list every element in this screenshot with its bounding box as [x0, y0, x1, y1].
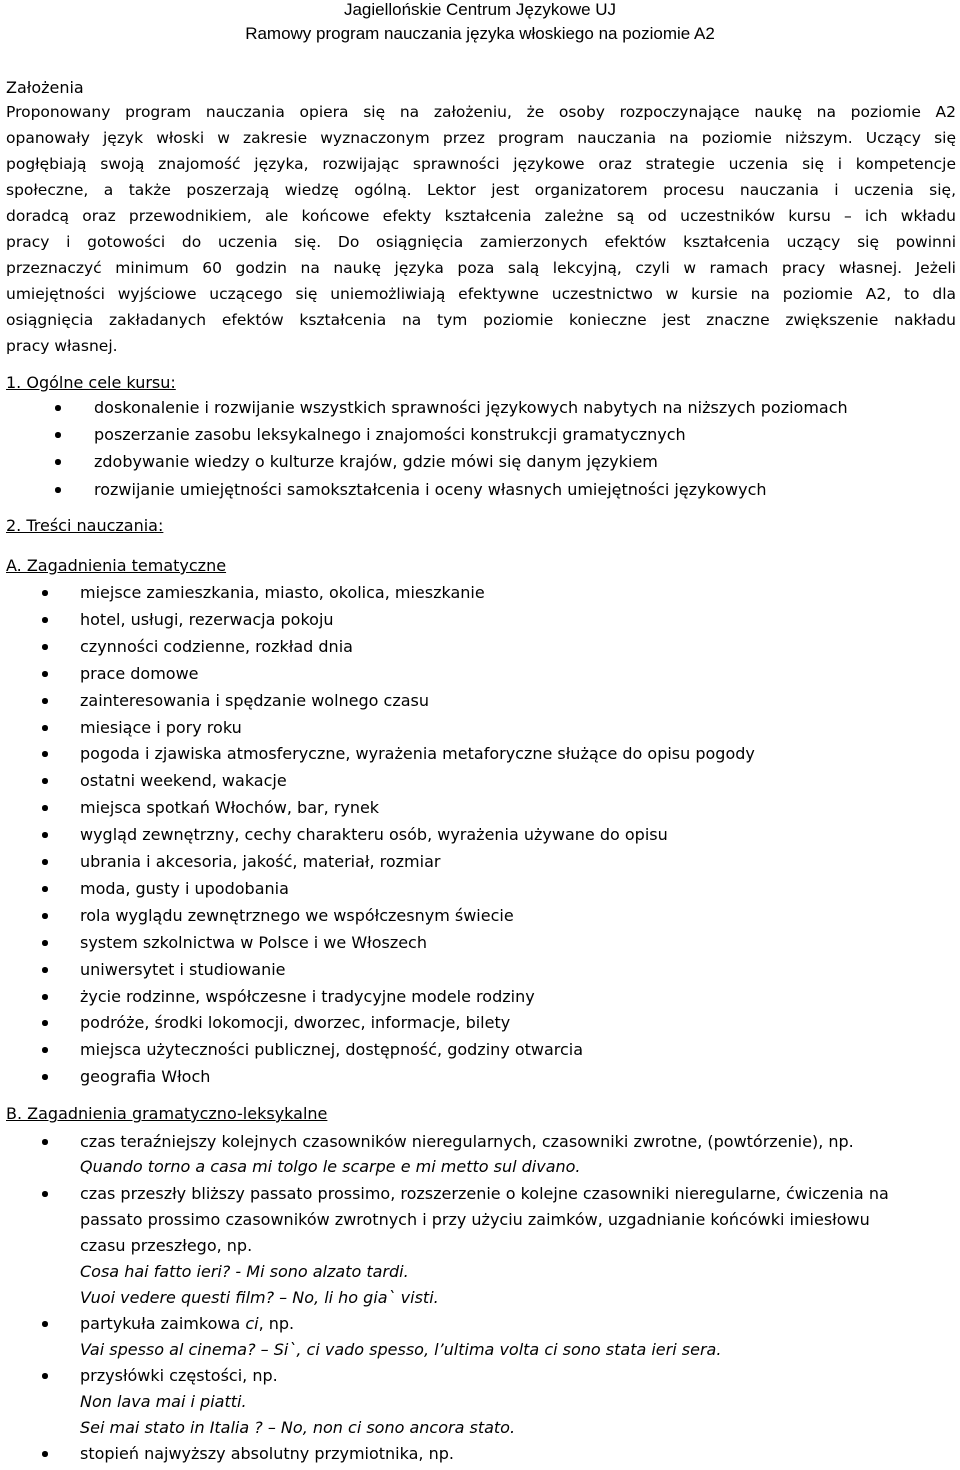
bullet-icon — [42, 1321, 48, 1327]
bullet-icon — [42, 644, 48, 650]
paragraph-line: doradcą oraz przewodnikiem, ale końcowe efekty kształcenia zależne są od uczestników kursu – ich wkładu — [6, 207, 956, 225]
bullet-icon — [42, 832, 48, 838]
example-sentence: Non lava mai i piatti. — [80, 1392, 247, 1411]
bullet-icon — [42, 725, 48, 731]
bullet-icon — [42, 1373, 48, 1379]
list-item: uniwersytet i studiowanie — [80, 960, 286, 979]
list-item: stopień najwyższy absolutny przymiotnika, np. — [80, 1444, 454, 1463]
cele-heading: 1. Ogólne cele kursu: — [6, 373, 176, 392]
list-item: zdobywanie wiedzy o kulturze krajów, gdzie mówi się danym językiem — [94, 452, 658, 471]
list-item: podróże, środki lokomocji, dworzec, informacje, bilety — [80, 1013, 511, 1032]
bullet-icon — [42, 913, 48, 919]
tematyczne-heading: A. Zagadnienia tematyczne — [6, 556, 227, 575]
example-sentence: Vuoi vedere questi film? – No, li ho gia` visti. — [80, 1288, 439, 1307]
zalozenia-paragraph — [6, 99, 956, 359]
list-item: czynności codzienne, rozkład dnia — [80, 637, 353, 656]
list-item: rola wyglądu zewnętrznego we współczesnym świecie — [80, 906, 514, 925]
bullet-icon — [42, 698, 48, 704]
bullet-icon — [42, 1047, 48, 1053]
bullet-icon — [42, 994, 48, 1000]
list-item: ubrania i akcesoria, jakość, materiał, rozmiar — [80, 852, 441, 871]
bullet-icon — [55, 459, 61, 465]
list-item: miejsca spotkań Włochów, bar, rynek — [80, 798, 380, 817]
zalozenia-heading: Założenia — [6, 78, 84, 97]
tresci-heading: 2. Treści nauczania: — [6, 516, 164, 535]
paragraph-line: Proponowany program nauczania opiera się na założeniu, że osoby rozpoczynające naukę na poziomie A2 — [6, 103, 956, 121]
list-item: wygląd zewnętrzny, cechy charakteru osób, wyrażenia używane do opisu — [80, 825, 668, 844]
list-item: rozwijanie umiejętności samokształcenia i oceny własnych umiejętności językowych — [94, 480, 767, 499]
bullet-icon — [42, 778, 48, 784]
bullet-icon — [42, 1074, 48, 1080]
list-item: pogoda i zjawiska atmosferyczne, wyrażenia metaforyczne służące do opisu pogody — [80, 744, 755, 763]
list-item: życie rodzinne, współczesne i tradycyjne modele rodziny — [80, 987, 535, 1006]
org-name: Jagiellońskie Centrum Językowe UJ — [343, 0, 617, 19]
bullet-icon — [42, 590, 48, 596]
list-item: prace domowe — [80, 664, 199, 683]
bullet-icon — [55, 405, 61, 411]
list-item: zainteresowania i spędzanie wolnego czasu — [80, 691, 430, 710]
list-item: hotel, usługi, rezerwacja pokoju — [80, 610, 334, 629]
paragraph-line: opanowały język włoski w zakresie wyznaczonym przez program nauczania na poziomie niższym. Uczący się — [6, 129, 956, 147]
example-sentence: Quando torno a casa mi tolgo le scarpe e mi metto sul divano. — [80, 1157, 581, 1176]
bullet-icon — [55, 432, 61, 438]
list-item: czas przeszły bliższy passato prossimo, rozszerzenie o kolejne czasowniki nieregularne, ćwiczenia na — [80, 1184, 889, 1203]
bullet-icon — [42, 751, 48, 757]
gramatyczne-heading: B. Zagadnienia gramatyczno-leksykalne — [6, 1104, 328, 1123]
list-item: miejsca użyteczności publicznej, dostępność, godziny otwarcia — [80, 1040, 584, 1059]
list-item: doskonalenie i rozwijanie wszystkich sprawności językowych nabytych na niższych poziomach — [94, 398, 848, 417]
example-sentence: Sei mai stato in Italia ? – No, non ci sono ancora stato. — [80, 1418, 516, 1437]
list-item: miejsce zamieszkania, miasto, okolica, mieszkanie — [80, 583, 485, 602]
paragraph-line: osiągnięcia zakładanych efektów kształcenia na tym poziomie konieczne jest znaczne zwiększenie nakładu — [6, 311, 956, 329]
program-title: Ramowy program nauczania języka włoskiego na poziomie A2 — [245, 24, 715, 43]
paragraph-line: umiejętności wyjściowe uczącego się uniemożliwiają efektywne uczestnictwo w kursie na poziomie A2, to dla — [6, 285, 956, 303]
paragraph-line: pogłębiają swoją znajomość języka, rozwijając sprawności językowe oraz strategie uczenia się i kompetencje — [6, 155, 956, 173]
list-item-text: partykuła zaimkowa — [80, 1314, 246, 1333]
bullet-icon — [42, 859, 48, 865]
paragraph-line: pracy własnej. — [6, 337, 118, 355]
bullet-icon — [42, 886, 48, 892]
paragraph-line: społeczne, a także poszerzają wiedzę ogólną. Lektor jest organizatorem procesu nauczania i uczenia się, — [6, 181, 956, 199]
bullet-icon — [42, 805, 48, 811]
list-item-continuation: passato prossimo czasowników zwrotnych i przy użyciu zaimków, uzgadnianie końcówki imiesłowu — [80, 1210, 870, 1229]
bullet-icon — [42, 617, 48, 623]
list-item: ostatni weekend, wakacje — [80, 771, 287, 790]
list-item: geografia Włoch — [80, 1067, 211, 1086]
list-item: czas teraźniejszy kolejnych czasowników nieregularnych, czasowniki zwrotne, (powtórzenie), np. — [80, 1132, 854, 1151]
list-item-text: , np. — [258, 1314, 295, 1333]
bullet-icon — [42, 671, 48, 677]
list-item-continuation: czasu przeszłego, np. — [80, 1236, 253, 1255]
list-item: przysłówki częstości, np. — [80, 1366, 278, 1385]
list-item: moda, gusty i upodobania — [80, 879, 289, 898]
bullet-icon — [55, 487, 61, 493]
example-sentence: Vai spesso al cinema? – Si`, ci vado spesso, l’ultima volta ci sono stata ieri sera. — [80, 1340, 722, 1359]
list-item-italic: ci — [245, 1314, 259, 1333]
bullet-icon — [42, 1451, 48, 1457]
example-sentence: Cosa hai fatto ieri? - Mi sono alzato tardi. — [80, 1262, 409, 1281]
list-item — [80, 1314, 294, 1334]
bullet-icon — [42, 1139, 48, 1145]
paragraph-line: pracy i gotowości do uczenia się. Do osiągnięcia zamierzonych efektów kształcenia uczący się powinni — [6, 233, 956, 251]
list-item: system szkolnictwa w Polsce i we Włoszech — [80, 933, 427, 952]
bullet-icon — [42, 1020, 48, 1026]
bullet-icon — [42, 940, 48, 946]
list-item: miesiące i pory roku — [80, 718, 242, 737]
bullet-icon — [42, 1191, 48, 1197]
bullet-icon — [42, 967, 48, 973]
paragraph-line: przeznaczyć minimum 60 godzin na naukę języka poza salą lekcyjną, czyli w ramach pracy własnej. Jeżeli — [6, 259, 956, 277]
list-item: poszerzanie zasobu leksykalnego i znajomości konstrukcji gramatycznych — [94, 425, 686, 444]
